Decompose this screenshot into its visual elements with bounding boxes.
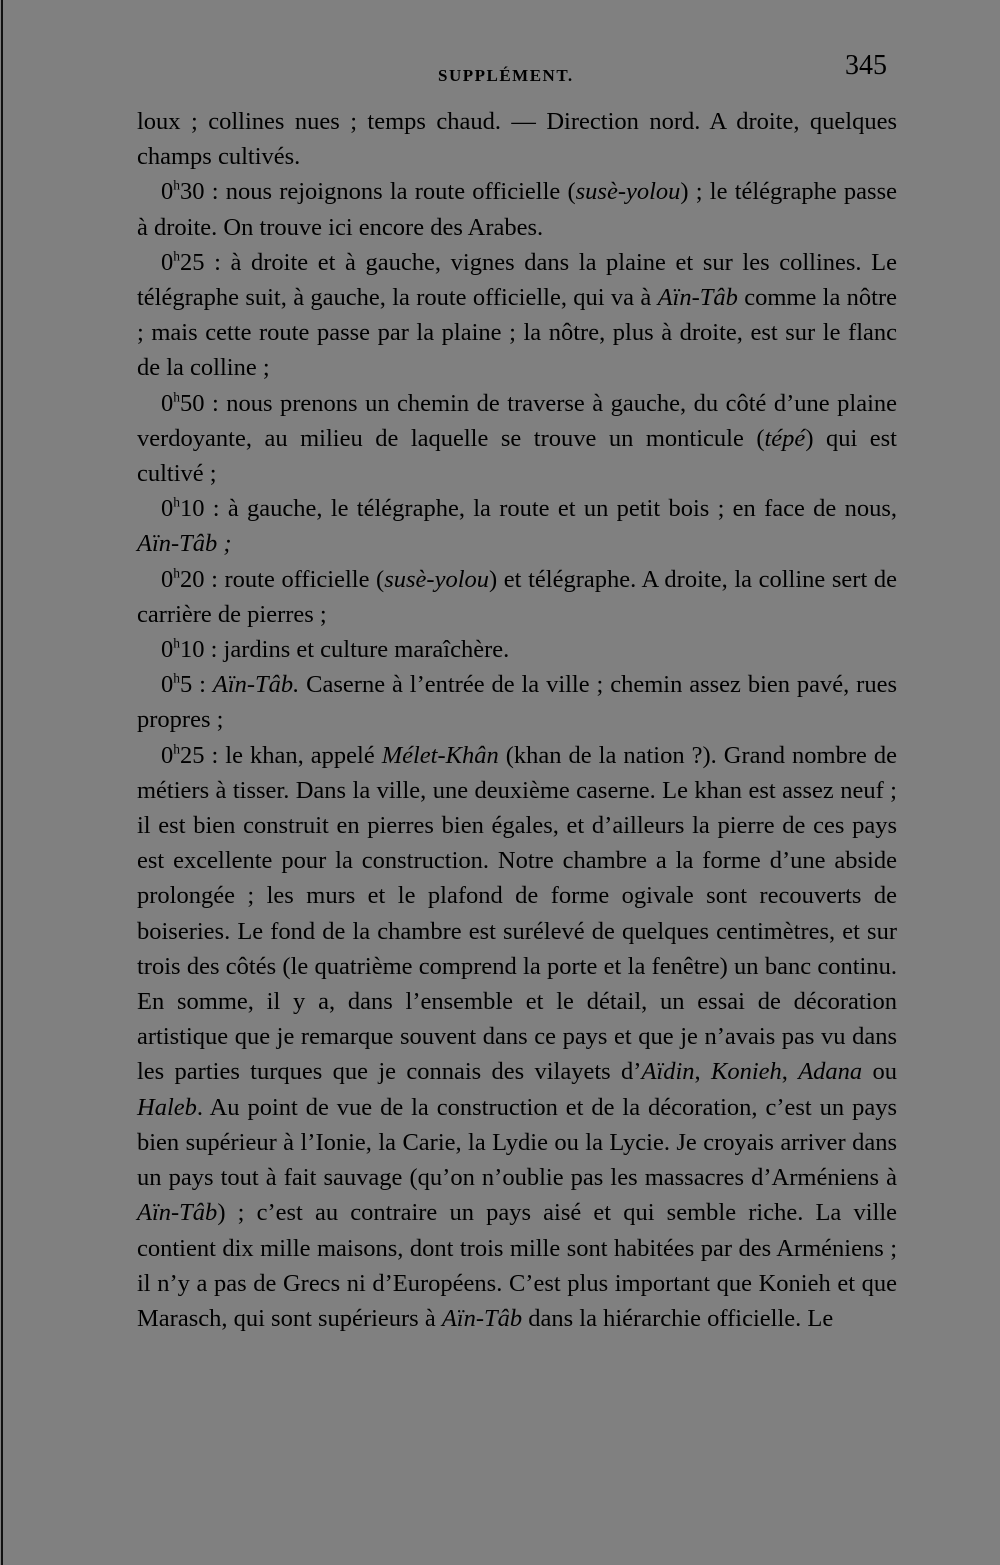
time-minutes: 25 — [179, 248, 205, 276]
text-run: : — [192, 671, 213, 699]
page-number: 345 — [845, 50, 887, 81]
text-run: : route officielle ( — [204, 565, 385, 593]
time-minutes: 10 — [179, 495, 205, 523]
text-run: ) ; le télégraphe passe à droite. On trouve ici encore des Arabes. — [137, 178, 897, 241]
paragraph — [137, 632, 897, 667]
paragraph — [137, 667, 897, 737]
hour-unit: h — [173, 670, 180, 686]
time-marker — [161, 249, 204, 276]
page-header — [0, 50, 1000, 96]
italic-term: Aïn-Tâb — [137, 1199, 218, 1227]
text-run: ) et télégraphe. A droite, la colline sert de carrière de pierres ; — [137, 565, 897, 628]
hour-unit: h — [173, 565, 180, 581]
text-run: (khan de la nation ?). Grand nombre de métiers à tisser. Dans la ville, une deuxième caserne. Le khan est assez neuf ; il est bien construit en pierres bien égales, et d’ailleurs la pierre de ces pays est excellente pour la construction. Notre chambre a la forme d’une abside prolongée ; les murs et le plafond de forme ogivale sont recouverts de boiseries. Le fond de la chambre est surélevé de quelques centimètres, et sur trois des côtés (le quatrième comprend la porte et la fenêtre) un banc continu. En somme, il y a, dans l’ensemble et le détail, un essai de décoration artistique que je remarque souvent dans ce pays et que je n’avais pas vu dans les parties turques que je connais des vilayets d’ — [137, 741, 897, 1086]
italic-term: Aïn-Tâb ; — [137, 530, 232, 558]
hour-unit: h — [173, 248, 180, 264]
italic-term: susè-yolou — [575, 178, 681, 206]
time-hours: 0 — [161, 495, 174, 523]
text-run: dans la hiérarchie officielle. Le — [522, 1304, 834, 1332]
hour-unit: h — [173, 494, 180, 510]
time-marker — [161, 742, 204, 769]
time-minutes: 10 — [179, 636, 205, 664]
text-run: comme la nôtre ; mais cette route passe par la plaine ; la nôtre, plus à droite, est sur le flanc de la colline ; — [137, 284, 897, 382]
time-hours: 0 — [161, 178, 174, 206]
paragraph — [137, 491, 897, 561]
italic-term: susè-yolou — [384, 565, 490, 593]
text-run: . Au point de vue de la construction et de la décoration, c’est un pays bien supérieur à l’Ionie, la Carie, la Lydie ou la Lycie. Je croyais arriver dans un pays tout à fait sauvage (qu’on n’oublie pas les massacres d’Arméniens à — [137, 1093, 897, 1192]
text-run: : à gauche, le télégraphe, la route et un petit bois ; en face de nous, — [204, 495, 897, 523]
italic-term: Aïn-Tâb — [657, 284, 738, 312]
paragraph — [137, 174, 897, 244]
text-run: : jardins et culture maraîchère. — [204, 636, 510, 664]
paragraph — [137, 386, 897, 492]
italic-term: Adana — [798, 1058, 863, 1086]
time-hours: 0 — [161, 741, 174, 769]
text-run: ou — [862, 1058, 898, 1086]
paragraph — [137, 738, 897, 1336]
time-marker — [161, 636, 204, 663]
time-minutes: 25 — [179, 741, 205, 769]
text-run: loux ; collines nues ; temps chaud. — Direction nord. A droite, quelques champs cultivés. — [137, 108, 897, 171]
paragraph — [137, 104, 897, 174]
text-run: ) ; c’est au contraire un pays aisé et qui semble riche. La ville contient dix mille maisons, dont trois mille sont habitées par des Arméniens ; il n’y a pas de Grecs ni d’Européens. C’est plus important que Konieh et que Marasch, qui sont supérieurs à — [137, 1199, 897, 1332]
text-run: , — [781, 1058, 799, 1086]
italic-term: tépé — [764, 424, 806, 452]
paragraph — [137, 245, 897, 386]
hour-unit: h — [173, 741, 180, 757]
time-hours: 0 — [161, 248, 174, 276]
time-marker — [161, 178, 204, 205]
time-minutes: 5 — [179, 671, 193, 699]
time-minutes: 50 — [179, 389, 205, 417]
time-minutes: 20 — [179, 565, 205, 593]
italic-term: Konieh — [710, 1058, 782, 1086]
text-run: : à droite et à gauche, vignes dans la plaine et sur les collines. Le télégraphe suit, à gauche, la route officielle, qui va à — [137, 248, 897, 312]
time-marker — [161, 495, 204, 522]
italic-term: Aïn-Tâb. — [212, 671, 300, 699]
page-edge-rule — [1, 0, 3, 1565]
time-hours: 0 — [161, 636, 174, 664]
text-run: , — [694, 1058, 711, 1086]
time-marker — [161, 566, 204, 593]
time-hours: 0 — [161, 389, 174, 417]
hour-unit: h — [173, 177, 180, 193]
paragraph — [137, 562, 897, 632]
time-marker — [161, 671, 192, 698]
italic-term: Aïn-Tâb — [441, 1304, 523, 1332]
text-run: : nous rejoignons la route officielle ( — [204, 178, 576, 206]
italic-term: Aïdin — [641, 1058, 695, 1086]
time-hours: 0 — [161, 565, 174, 593]
time-minutes: 30 — [179, 178, 205, 206]
time-marker — [161, 390, 204, 417]
italic-term: Haleb — [137, 1093, 197, 1121]
running-head: SUPPLÉMENT. — [438, 66, 574, 85]
italic-term: Mélet-Khân — [381, 741, 499, 769]
hour-unit: h — [173, 635, 180, 651]
text-run: Caserne à l’entrée de la ville ; chemin assez bien pavé, rues propres ; — [137, 671, 897, 734]
text-run: ) qui est cultivé ; — [137, 424, 897, 488]
hour-unit: h — [173, 389, 180, 405]
text-run: : le khan, appelé — [204, 741, 382, 769]
text-run: : nous prenons un chemin de traverse à gauche, du côté d’une plaine verdoyante, au milieu de laquelle se trouve un monticule ( — [137, 389, 897, 452]
time-hours: 0 — [161, 671, 174, 699]
body-text — [137, 104, 897, 1336]
